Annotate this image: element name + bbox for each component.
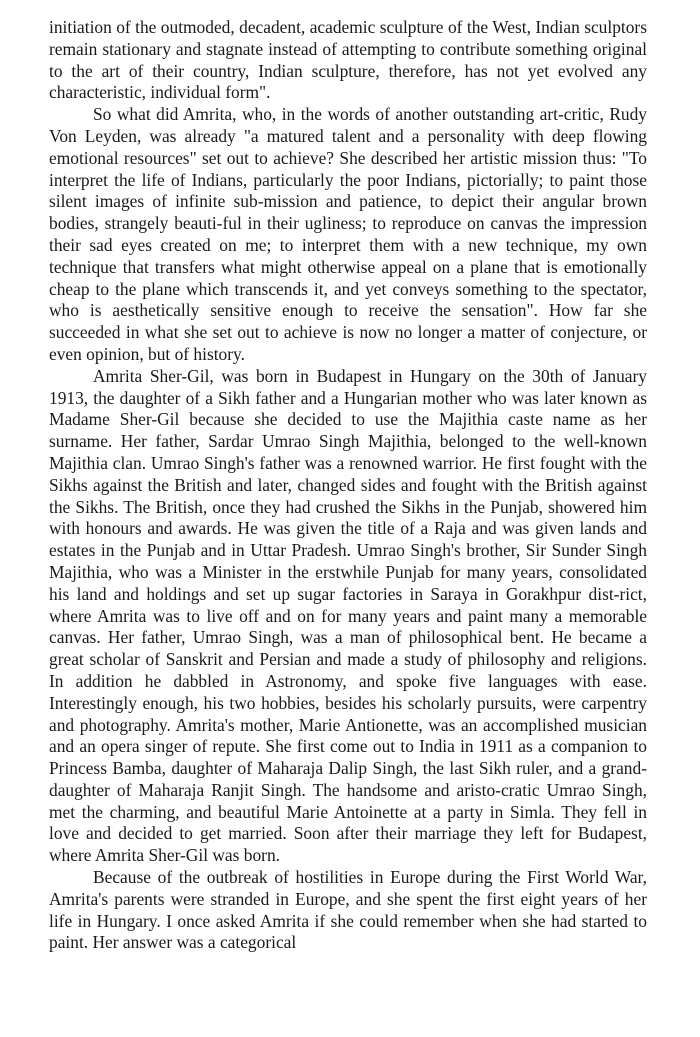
paragraph-artistic-mission: So what did Amrita, who, in the words of another outstanding art-critic, Rudy Von Leyden, was already "a matured talent and a personality with deep flowing emotional resources" set out to achieve? She described her artistic mission thus: "To interpret the life of Indians, particularly the poor Indians, pictorially; to paint those silent images of infinite sub-mission and patience, to depict their angular brown bodies, strangely beauti-ful in their ugliness; to reproduce on canvas the impression their sad eyes created on me; to interpret them with a new technique, my own technique that transfers what might otherwise appeal on a plane that is emotionally cheap to the plane which transcends it, and yet conveys something to the spectator, who is aesthetically sensitive enough to receive the sensation". How far she succeeded in what she set out to achieve is now no longer a matter of conjecture, or even opinion, but of history. xyxy=(49,104,647,364)
document-page xyxy=(49,17,647,954)
paragraph-birth-and-family: Amrita Sher-Gil, was born in Budapest in Hungary on the 30th of January 1913, the daughter of a Sikh father and a Hungarian mother who was later known as Madame Sher-Gil because she decided to use the Majithia caste name as her surname. Her father, Sardar Umrao Singh Majithia, belonged to the well-known Majithia clan. Umrao Singh's father was a renowned warrior. He first fought with the Sikhs against the British and later, changed sides and fought with the British against the Sikhs. The British, once they had crushed the Sikhs in the Punjab, showered him with honours and awards. He was given the title of a Raja and was given lands and estates in the Punjab and in Uttar Pradesh. Umrao Singh's brother, Sir Sunder Singh Majithia, who was a Minister in the erstwhile Punjab for many years, consolidated his land and holdings and set up sugar factories in Saraya in Gorakhpur dist-rict, where Amrita was to live off and on for many years and paint many a memorable canvas. Her father, Umrao Singh, was a man of philosophical bent. He became a great scholar of Sanskrit and Persian and made a study of philosophy and religions. In addition he dabbled in Astronomy, and spoke five languages with ease. Interestingly enough, his two hobbies, besides his scholarly pursuits, were carpentry and photography. Amrita's mother, Marie Antionette, was an accomplished musician and an opera singer of repute. She first come out to India in 1911 as a companion to Princess Bamba, daughter of Maharaja Dalip Singh, the last Sikh ruler, and a grand-daughter of Maharaja Ranjit Singh. The handsome and aristo-cratic Umrao Singh, met the charming, and beautiful Marie Antoinette at a party in Simla. They fell in love and decided to get married. Soon after their marriage they left for Budapest, where Amrita Sher-Gil was born. xyxy=(49,365,647,866)
paragraph-sculpture-quote: initiation of the outmoded, decadent, academic sculpture of the West, Indian sculptors remain stationary and stagnate instead of attempting to contribute something original to the art of their country, Indian sculpture, therefore, has not yet evolved any characteristic, individual form". xyxy=(49,17,647,103)
paragraph-childhood-hungary: Because of the outbreak of hostilities in Europe during the First World War, Amrita's parents were stranded in Europe, and she spent the first eight years of her life in Hungary. I once asked Amrita if she could remember when she had started to paint. Her answer was a categorical xyxy=(49,867,647,953)
